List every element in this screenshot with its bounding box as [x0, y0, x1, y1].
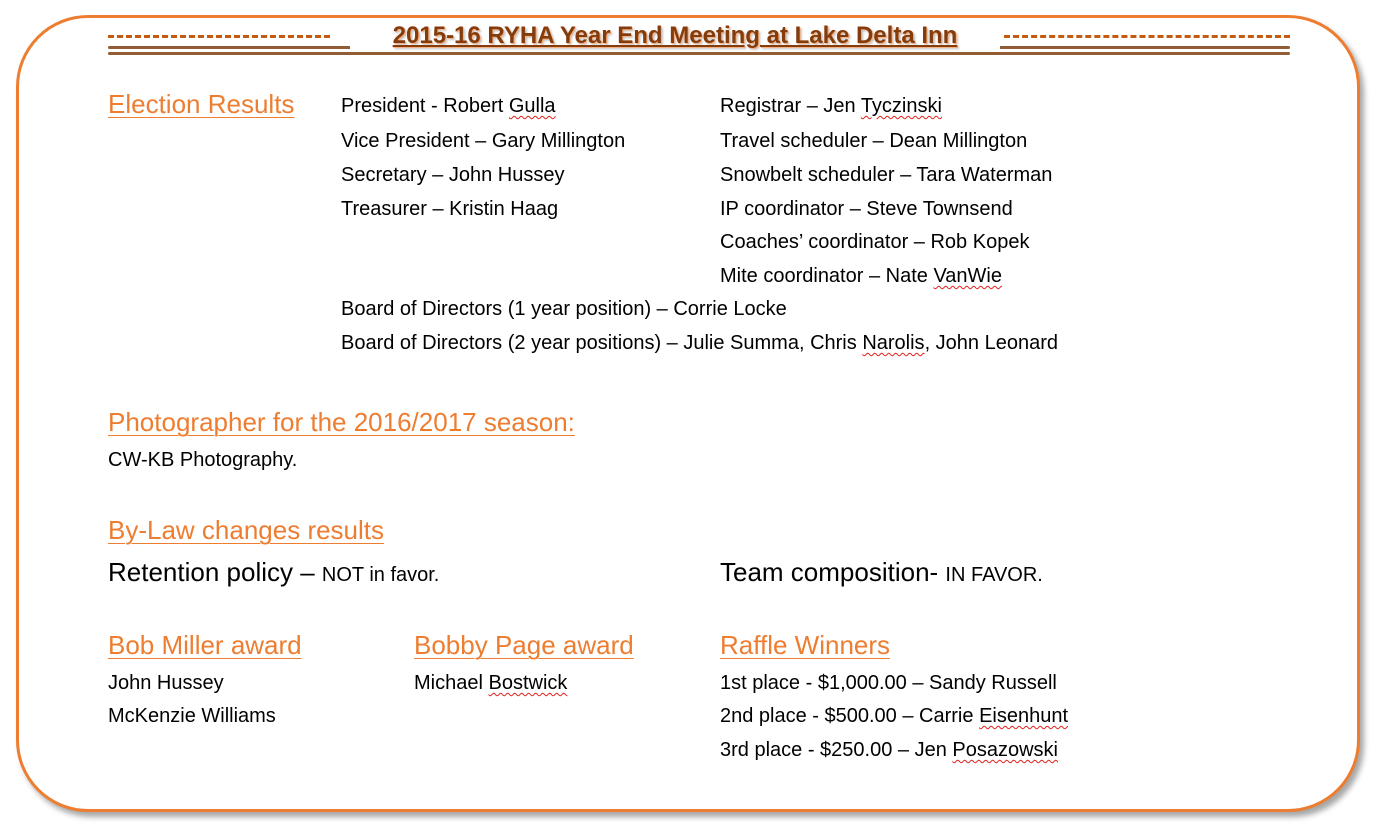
election-left-line-2: [341, 164, 564, 187]
raffle-winner-1: [720, 705, 1068, 728]
bobby-page-winner: [414, 672, 567, 695]
election-left-2-text: Secretary – John Hussey: [341, 164, 565, 186]
raffle-winner-0: [720, 672, 1057, 695]
bob-miller-winner-0: John Hussey: [108, 672, 224, 694]
bobby-page-winner-text: Michael: [414, 672, 489, 694]
election-right-0-text: Registrar – Jen: [720, 95, 861, 117]
retention-policy-result: NOT in favor.: [321, 564, 440, 586]
bob-miller-winner-1: McKenzie Williams: [108, 705, 276, 727]
election-right-2-text: Snowbelt scheduler – Tara Waterman: [720, 164, 1053, 186]
board-line-1: [341, 332, 1058, 355]
election-right-line-0: [720, 95, 942, 118]
board-1-text-end: , John Leonard: [924, 332, 1058, 354]
raffle-winner-2-flagged: Posazowski: [952, 739, 1058, 761]
title-dash-left: [108, 35, 330, 38]
election-left-line-3: [341, 198, 558, 221]
election-left-3-text: Treasurer – Kristin Haag: [341, 198, 559, 220]
retention-policy-label: Retention policy –: [108, 557, 322, 587]
bobby-page-award-heading: Bobby Page award: [414, 630, 634, 660]
election-left-0-text: President - Robert: [341, 95, 509, 117]
election-right-line-2: [720, 164, 1052, 187]
board-0-text: Board of Directors (1 year position) – Corrie Locke: [341, 298, 787, 320]
election-left-line-1: [341, 130, 625, 153]
election-right-1-text: Travel scheduler – Dean Millington: [720, 130, 1028, 152]
board-1-flagged: Narolis: [862, 332, 925, 354]
election-right-4-text: Coaches’ coordinator – Rob Kopek: [720, 231, 1030, 253]
title-rule-bottom: [108, 52, 1290, 55]
board-line-0: [341, 298, 787, 321]
election-right-line-4: [720, 231, 1029, 254]
election-right-line-3: [720, 198, 1013, 221]
election-results-heading: Election Results: [108, 89, 295, 119]
election-left-0-flagged: Gulla: [508, 95, 556, 117]
team-composition-label: Team composition-: [720, 557, 946, 587]
team-composition-line: [720, 557, 1043, 588]
raffle-winners-heading: Raffle Winners: [720, 630, 891, 660]
raffle-winner-0-text: 1st place - $1,000.00 – Sandy Russell: [720, 672, 1057, 694]
board-1-text: Board of Directors (2 year positions) – Julie Summa, Chris: [341, 332, 863, 354]
election-right-line-5: [720, 265, 1002, 288]
page-title: 2015-16 RYHA Year End Meeting at Lake Delta Inn: [350, 22, 1000, 50]
election-right-5-flagged: VanWie: [933, 265, 1002, 287]
raffle-winner-2-text: 3rd place - $250.00 – Jen: [720, 739, 953, 761]
photographer-text: CW-KB Photography.: [108, 449, 298, 471]
election-right-0-flagged: Tyczinski: [860, 95, 942, 117]
retention-policy-line: [108, 557, 439, 588]
election-right-5-text: Mite coordinator – Nate: [720, 265, 934, 287]
bylaw-heading: By-Law changes results: [108, 515, 385, 545]
raffle-winner-1-text: 2nd place - $500.00 – Carrie: [720, 705, 980, 727]
title-dash-right: [1004, 35, 1290, 38]
photographer-heading: Photographer for the 2016/2017 season:: [108, 407, 575, 437]
bob-miller-award-heading: Bob Miller award: [108, 630, 302, 660]
election-right-3-text: IP coordinator – Steve Townsend: [720, 198, 1013, 220]
raffle-winner-1-flagged: Eisenhunt: [979, 705, 1069, 727]
team-composition-result: IN FAVOR.: [945, 564, 1043, 586]
election-left-1-text: Vice President – Gary Millington: [341, 130, 626, 152]
bobby-page-winner-flagged: Bostwick: [488, 672, 568, 694]
raffle-winner-2: [720, 739, 1058, 762]
election-left-line-0: [341, 95, 556, 118]
election-right-line-1: [720, 130, 1027, 153]
